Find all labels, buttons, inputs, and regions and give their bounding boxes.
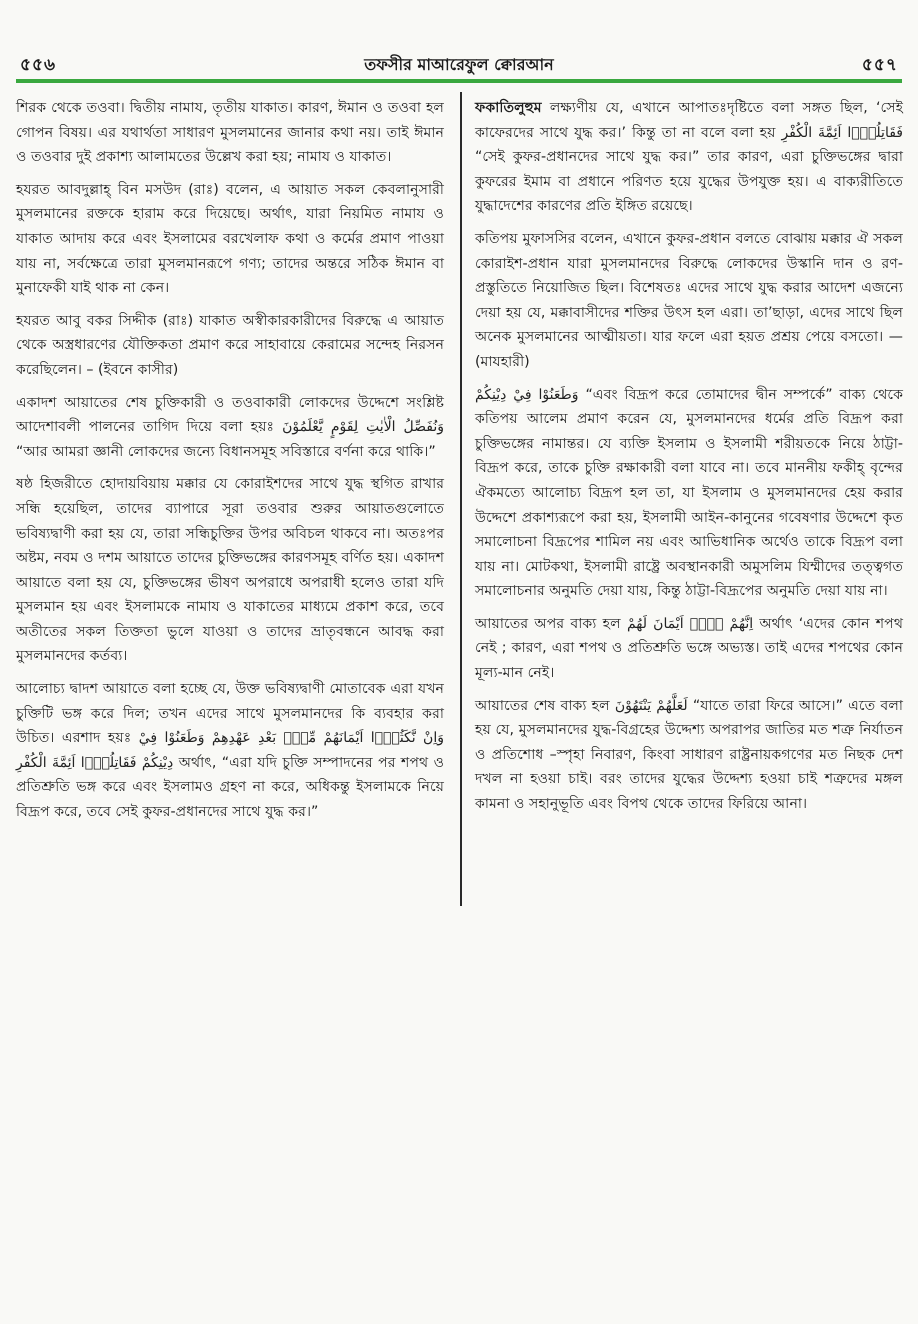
paragraph-text: একাদশ আয়াতের শেষ চুক্তিকারী ও তওবাকারী লোকদের উদ্দেশে সংশ্লিষ্ট আদেশাবলী পালনের তাগিদ দিয়ে বলা হয়ঃ xyxy=(16,394,444,436)
paragraph-text: “যাতে তারা ফিরে আসে।” এতে বলা হয় যে, মুসলমানদের যুদ্ধ-বিগ্রহের উদ্দেশ্য অপরাপর জাতির মত শত্রু নির্যাতন ও প্রতিশোধ –স্পৃহা নিবারণ, কিংবা সাধারণ রাষ্ট্রনায়কগণের মত নিছক দেশ দখল না হওয়া চাই। বরং তাদের যুদ্ধের উদ্দেশ্য হওয়া চাই শত্রুদের মঙ্গল কামনা ও সহানুভূতি এবং বিপথ থেকে তাদের ফিরিয়ে আনা। xyxy=(475,697,903,813)
paragraph-text: “সেই কুফর-প্রধানদের সাথে যুদ্ধ কর।” তার কারণ, এরা চুক্তিভঙ্গের দ্বারা কুফরের ইমাম বা প্রধানে পরিণত হয়ে যুদ্ধের উপযুক্ত হয়। এ বাক্যরীতিতে যুদ্ধাদেশের কারণের প্রতি ইঙ্গিত রয়েছে। xyxy=(475,149,903,215)
right-page-number: ৫৫৭ xyxy=(861,55,898,75)
right-paragraph-2: কতিপয় মুফাসসির বলেন, এখানে কুফর-প্রধান বলতে বোঝায় মক্কার ঐ সকল কোরাইশ-প্রধান যারা মুসলমানদের বিরুদ্ধে লোকদের উস্কানি দান ও রণ-প্রস্তুতিতে নিয়োজিত ছিল। বিশেষতঃ এদের সাথে যুদ্ধ করার আদেশ এজন্যে দেয়া হয় যে, মক্কাবাসীদের শক্তির উৎস হল এরা। তা’ছাড়া, এদের সাথে ছিল অনেক মুসলমানের আত্মীয়তা। যার ফলে এরা হয়ত প্রশ্রয় পেয়ে বসতো। —(মাযহারী) xyxy=(475,230,903,370)
paragraph-text: অর্থাৎ ‘এদের কোন শপথ নেই ; কারণ, এরা শপথ ও প্রতিশ্রুতি ভঙ্গে অভ্যস্ত। তাই এদের শপথের কোন মূল্য-মান নেই। xyxy=(475,615,904,682)
arabic-verse: وَاِنْ نَّكَثُوْۤا اَيْمَانَهُمْ مِّنْۢ بَعْدِ عَهْدِهِمْ وَطَعَنُوْا فِيْ دِيْنِكُمْ فَقَاتِلُوْۤا اَئِمَّةَ الْكُفْرِ xyxy=(16,730,444,771)
right-paragraph-4 xyxy=(475,612,903,686)
paragraph-text: অর্থাৎ, “এরা যদি চুক্তি সম্পাদনের পর শপথ ও প্রতিশ্রুতি ভঙ্গ করে এবং ইসলামও গ্রহণ না করে, অধিকন্তু ইসলামকে নিয়ে বিদ্রূপ করে, তবে সেই কুফর-প্রধানদের সাথে যুদ্ধ কর।” xyxy=(16,754,445,821)
arabic-verse: وَنُفَصِّلُ الْاٰيٰتِ لِقَوْمٍ يَّعْلَمُوْنَ xyxy=(282,419,444,436)
paragraph-text: “আর আমরা জ্ঞানী লোকদের জন্যে বিধানসমূহ সবিস্তারে বর্ণনা করে থাকি।” xyxy=(16,443,436,460)
arabic-verse: فَقَاتِلُوْۤا اَئِمَّةَ الْكُفْرِ xyxy=(781,124,903,141)
lead-term: ফকাতিলুহুম xyxy=(475,100,542,116)
paragraph-text: আলোচ্য দ্বাদশ আয়াতে বলা হচ্ছে যে, উক্ত ভবিষ্যদ্বাণী মোতাবেক এরা যখন চুক্তিটি ভঙ্গ করে দিল; তখন এদের সাথে মুসলমানদের কি ব্যবহার করা উচিত। এরশাদ হয়ঃ xyxy=(16,681,444,747)
arabic-verse: لَعَلَّهُمْ يَنْتَهُوْنَ xyxy=(614,697,688,714)
paragraph-text: আয়াতের শেষ বাক্য হল xyxy=(475,697,610,714)
left-paragraph-1: শিরক থেকে তওবা। দ্বিতীয় নামায, তৃতীয় যাকাত। কারণ, ঈমান ও তওবা হল গোপন বিষয়। এর যথার্থতা সাধারণ মুসলমানের জানার কথা নয়। তাই ঈমান ও তওবার দুই প্রকাশ্য আলামতের উল্লেখ করা হয়; নামায ও যাকাত। xyxy=(16,100,444,166)
right-paragraph-5 xyxy=(475,694,903,817)
left-paragraph-4 xyxy=(16,391,444,465)
paragraph-text: লক্ষ্যণীয় যে, এখানে আপাতঃদৃষ্টিতে বলা সঙ্গত ছিল, ‘সেই কাফেরদের সাথে যুদ্ধ কর।’ কিন্তু তা না বলে বলা হয় xyxy=(475,100,903,141)
header-rule xyxy=(16,79,902,83)
left-paragraph-6 xyxy=(16,677,444,825)
left-paragraph-2: হযরত আবদুল্লাহ্ বিন মসউদ (রাঃ) বলেন, এ আয়াত সকল কেবলানুসারী মুসলমানের রক্তকে হারাম করে দিয়েছে। অর্থাৎ, যারা নিয়মিত নামায ও যাকাত আদায় করে এবং ইসলামের বরখেলাফ কথা ও কর্মের প্রমাণ পাওয়া যায় না, সর্বক্ষেত্রে তারা মুসলমানরূপে গণ্য; তাদের অন্তরে সঠিক ঈমান বা মুনাফেকী যাই থাক না কেন। xyxy=(16,181,444,297)
left-paragraph-5: ষষ্ঠ হিজরীতে হোদায়বিয়ায় মক্কার যে কোরাইশদের সাথে যুদ্ধ স্থগিত রাখার সন্ধি হয়েছিল, তাদের ব্যাপারে সূরা তওবার শুরুর আয়াতগুলোতে ভবিষ্যদ্বাণী করা হয় যে, তারা সন্ধিচুক্তির উপর অবিচল থাকবে না। অতঃপর অষ্টম, নবম ও দশম আয়াতে তাদের চুক্তিভঙ্গের কারণসমূহ বর্ণিত হয়। একাদশ আয়াতে বলা হয় যে, চুক্তিভঙ্গের ভীষণ অপরাধে অপরাধী হলেও তারা যদি মুসলমান হয় এবং ইসলামকে নামায ও যাকাতের মাধ্যমে প্রকাশ করে, তবে অতীতের সকল তিক্ততা ভুলে যাওয়া ও তাদের ভ্রাতৃবন্ধনে আবদ্ধ করা মুসলমানদের কর্তব্য। xyxy=(16,476,444,665)
left-page-number: ৫৫৬ xyxy=(20,55,57,75)
paragraph-text: আয়াতের অপর বাক্য হল xyxy=(475,615,621,632)
right-paragraph-3 xyxy=(475,383,903,604)
right-paragraph-1 xyxy=(475,96,903,219)
left-paragraph-3: হযরত আবু বকর সিদ্দীক (রাঃ) যাকাত অস্বীকারকারীদের বিরুদ্ধে এ আয়াত থেকে অস্ত্রধারণের যৌক্তিকতা প্রমাণ করে সাহাবায়ে কেরামের সন্দেহ নিরসন করেছিলেন। – (ইবনে কাসীর) xyxy=(16,312,444,378)
column-divider xyxy=(460,92,462,906)
arabic-verse: وَطَعَنُوْا فِيْ دِيْنِكُمْ xyxy=(475,386,579,403)
left-column xyxy=(16,96,444,833)
page-header xyxy=(16,52,902,80)
arabic-verse: اِنَّهُمْ لَاۤ اَيْمَانَ لَهُمْ xyxy=(626,615,754,632)
book-title: তফসীর মাআরেফুল ক্বোরআন xyxy=(364,55,554,74)
paragraph-text: “এবং বিদ্রূপ করে তোমাদের দ্বীন সম্পর্কে” বাক্য থেকে কতিপয় আলেম প্রমাণ করেন যে, মুসলমানদের ধর্মের প্রতি বিদ্রূপ করা চুক্তিভঙ্গের নামান্তর। যে ব্যক্তি ইসলাম ও ইসলামী শরীয়তকে নিয়ে ঠাট্টা-বিদ্রূপ করে, তাকে চুক্তি রক্ষাকারী বলা যাবে না। তবে মাননীয় ফকীহ্ বৃন্দের ঐকমত্যে আলোচ্য বিদ্রূপ হল তা, যা ইসলাম ও মুসলমানদের হেয় করার উদ্দেশে প্রকাশ্যরূপে করা হয়, ইসলামী আইন-কানুনের গবেষণার উদ্দেশে কৃত সমালোচনা বিদ্রূপের শামিল নয় এবং আভিধানিক অর্থেও তাকে বিদ্রূপ বলা যায় না। মোটকথা, ইসলামী রাষ্ট্রে অবস্থানকারী অমুসলিম যিম্মীদের তত্ত্বগত সমালোচনার অনুমতি দেয়া যায়, কিন্তু ঠাট্টা-বিদ্রূপের অনুমতি দেয়া যায় না। xyxy=(475,386,904,600)
right-column xyxy=(475,96,903,825)
